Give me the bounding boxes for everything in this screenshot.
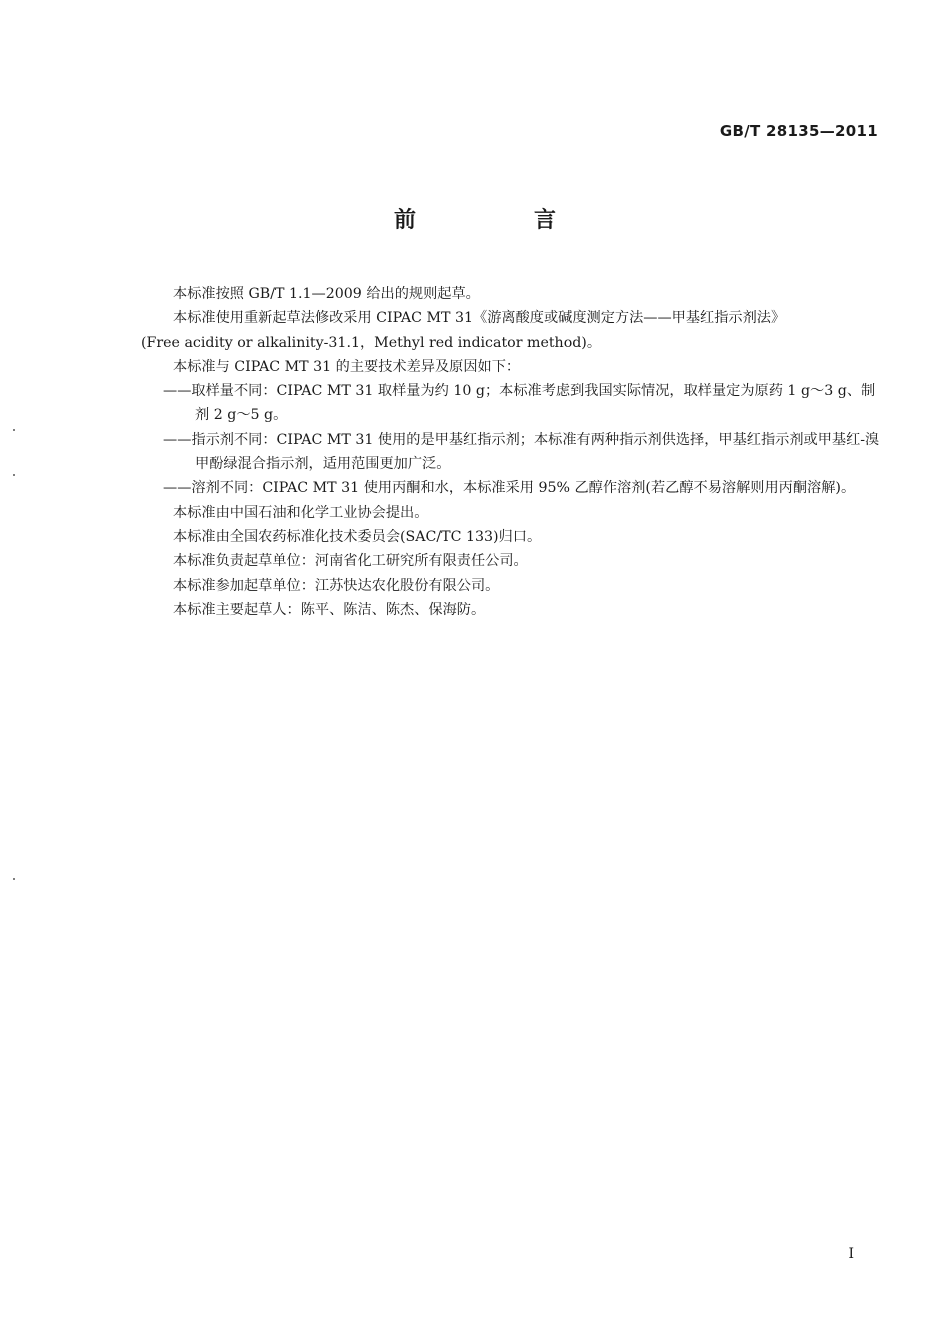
- difference-item-solvent: ——溶剂不同：CIPAC MT 31 使用丙酮和水，本标准采用 95% 乙醇作溶剂(若乙醇不易溶解则用丙酮溶解)。: [163, 480, 856, 497]
- page-number: I: [848, 1246, 854, 1262]
- paragraph-drafters: 本标准主要起草人：陈平、陈洁、陈杰、保海防。: [173, 601, 486, 618]
- scan-speck: [13, 474, 15, 476]
- difference-item-indicator: ——指示剂不同：CIPAC MT 31 使用的是甲基红指示剂；本标准有两种指示剂供选择，甲基红指示剂或甲基红-溴甲酚绿混合指示剂，适用范围更加广泛。: [163, 431, 880, 473]
- foreword-body: [141, 282, 881, 622]
- scan-speck: [13, 429, 15, 431]
- paragraph-differences-intro: 本标准与 CIPAC MT 31 的主要技术差异及原因如下：: [173, 358, 521, 375]
- paragraph-adoption-line2: (Free acidity or alkalinity-31.1，Methyl red indicator method)。: [141, 334, 602, 351]
- standard-code: GB/T 28135—2011: [719, 122, 878, 140]
- difference-item-sample-size: ——取样量不同：CIPAC MT 31 取样量为约 10 g；本标准考虑到我国实际情况，取样量定为原药 1 g～3 g、制剂 2 g～5 g。: [163, 383, 876, 424]
- paragraph-committee: 本标准由全国农药标准化技术委员会(SAC/TC 133)归口。: [173, 528, 542, 545]
- scan-speck: [13, 878, 15, 880]
- paragraph-lead-drafter: 本标准负责起草单位：河南省化工研究所有限责任公司。: [173, 553, 528, 570]
- paragraph-participating-drafter: 本标准参加起草单位：江苏快达农化股份有限公司。: [173, 577, 500, 594]
- paragraph-drafting-rules: 本标准按照 GB/T 1.1—2009 给出的规则起草。: [173, 286, 480, 302]
- page-title: 前 言: [393, 208, 604, 233]
- paragraph-proposer: 本标准由中国石油和化学工业协会提出。: [173, 504, 429, 521]
- paragraph-adoption-line1: 本标准使用重新起草法修改采用 CIPAC MT 31《游离酸度或碱度测定方法——甲基红指示剂法》: [173, 310, 786, 327]
